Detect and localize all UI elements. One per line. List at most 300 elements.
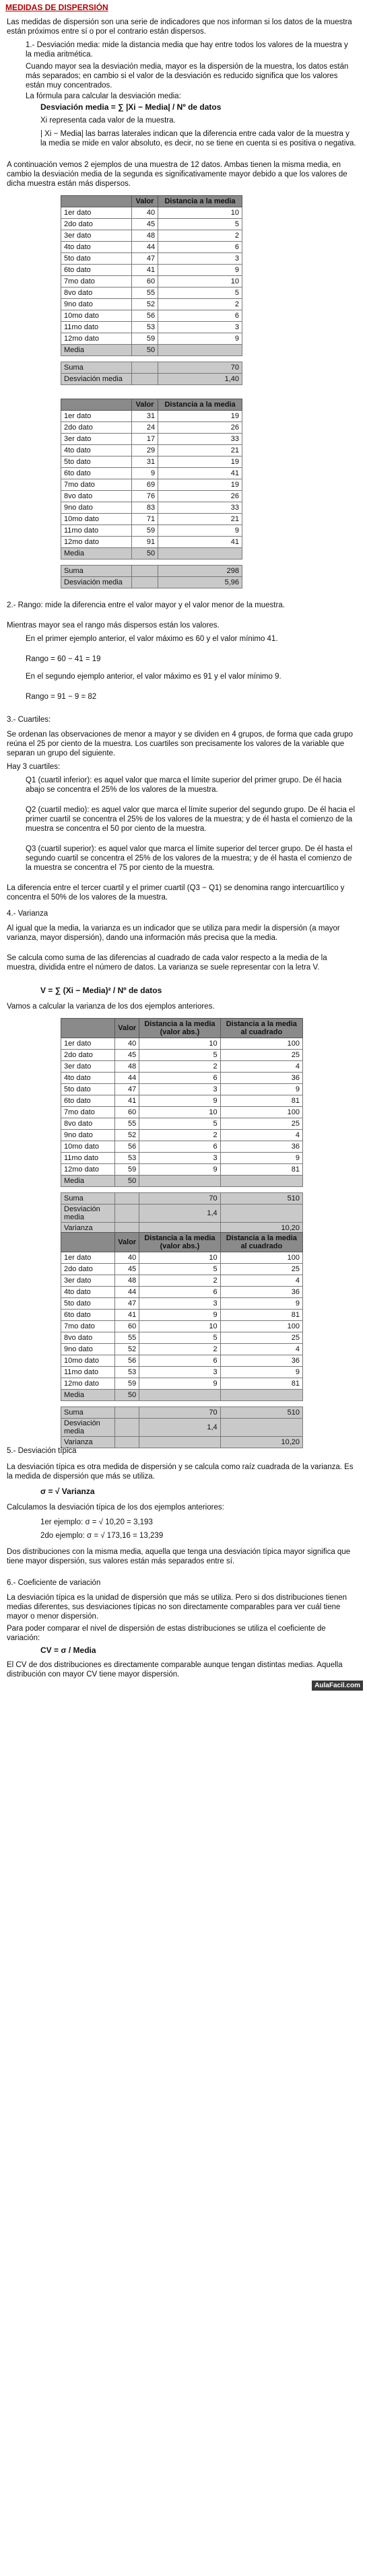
table-header-cell (61, 196, 132, 207)
table-summary-row (61, 577, 242, 588)
s2-example-2: En el segundo ejemplo anterior, el valor máximo es 91 y el valor mínimo 9. (26, 673, 281, 681)
table-cell: 3er dato (61, 1061, 115, 1073)
table-summary-row (61, 1193, 303, 1205)
table-row (61, 253, 242, 265)
table-cell: 29 (131, 445, 158, 456)
table-cell: 5 (158, 219, 242, 230)
table-cell: 31 (131, 456, 158, 468)
table-cell: 4 (220, 1344, 302, 1355)
table-cell: 2 (139, 1344, 220, 1355)
table-row (61, 1164, 303, 1176)
table-cell: 10 (139, 1321, 220, 1332)
table-cell: Suma (61, 1193, 115, 1205)
table-row (61, 287, 242, 299)
table-cell: 48 (115, 1275, 139, 1287)
table-cell: 33 (158, 502, 242, 514)
s6-formula: CV = σ / Media (40, 1646, 96, 1655)
s3-q3: Q3 (cuartil superior): es aquel valor que marca el límite superior del tercer grupo. De él hasta el segundo cuartil se concentra el 25% de los valores de la muestra; y de él hasta el comienzo de la muestra se concentra el 75 por ciento de la muestra. (26, 845, 353, 872)
table-cell: 2do dato (61, 1264, 115, 1275)
table-cell: 9 (139, 1378, 220, 1390)
table-cell: 33 (158, 434, 242, 445)
table-cell: 9no dato (61, 1130, 115, 1141)
s6-paragraph-3: El CV de dos distribuciones es directamente comparable aunque tengan distintas medias. Aquella distribución con mayor CV tiene mayor dispersión. (7, 1661, 343, 1679)
table-row (61, 1355, 303, 1367)
table-cell: 7mo dato (61, 276, 132, 287)
table-cell (115, 1419, 139, 1437)
table-cell: 6 (139, 1073, 220, 1084)
table-row (61, 219, 242, 230)
table-cell: 3 (139, 1084, 220, 1095)
table-cell: 10mo dato (61, 310, 132, 322)
table-header-row (61, 1233, 303, 1252)
table-summary-row (61, 1419, 303, 1437)
table-row (61, 322, 242, 333)
table-cell: 45 (115, 1264, 139, 1275)
table-cell: 11mo dato (61, 322, 132, 333)
table-header-cell (61, 399, 132, 411)
table-cell: 50 (131, 548, 158, 560)
table-header-cell: Valor (115, 1019, 139, 1038)
table-cell: 45 (131, 219, 158, 230)
s1-note-2: | Xi − Media| las barras laterales indican que la diferencia entre cada valor de la muestra y la media se mide en valor absoluto, es decir, no se tiene en cuenta si es positiva o negativa. (40, 130, 356, 147)
table-cell: 59 (131, 333, 158, 345)
table-row (61, 445, 242, 456)
table-cell: 25 (220, 1264, 302, 1275)
table-cell: 1,4 (139, 1419, 220, 1437)
table-cell: 19 (158, 411, 242, 422)
s4-paragraph-1: Al igual que la media, la varianza es un indicador que se utiliza para medir la dispersión (a mayor varianza, mayor dispersión), dando una información más precisa que la media. (7, 924, 340, 942)
table-cell: 55 (115, 1332, 139, 1344)
table-header-cell: Distancia a la media al cuadrado (220, 1233, 302, 1252)
table-cell: 4to dato (61, 1287, 115, 1298)
table-cell: Media (61, 1390, 115, 1401)
table-header-cell (61, 1233, 115, 1252)
table-cell: 510 (220, 1193, 302, 1205)
table-row (61, 537, 242, 548)
table-row (61, 230, 242, 242)
table-cell: 55 (115, 1118, 139, 1130)
table-cell: 9 (139, 1164, 220, 1176)
table-cell: 26 (158, 491, 242, 502)
table-cell: 10 (158, 207, 242, 219)
table-cell: 12mo dato (61, 333, 132, 345)
table-cell: 6 (139, 1355, 220, 1367)
table-cell: 59 (115, 1164, 139, 1176)
table-cell: 12mo dato (61, 1378, 115, 1390)
table-cell: 53 (115, 1367, 139, 1378)
table-row (61, 502, 242, 514)
table-cell: 69 (131, 479, 158, 491)
table-cell: 2 (158, 230, 242, 242)
table-cell: 9no dato (61, 299, 132, 310)
table-cell: 8vo dato (61, 287, 132, 299)
table-row (61, 1252, 303, 1264)
data-table-1 (61, 195, 242, 385)
s2-heading: 2.- Rango: mide la diferencia entre el valor mayor y el valor menor de la muestra. (7, 601, 285, 609)
table-cell: 10mo dato (61, 1141, 115, 1153)
table-row (61, 411, 242, 422)
table-cell (115, 1407, 139, 1419)
table-cell (220, 1176, 302, 1187)
s2-paragraph-1: Mientras mayor sea el rango más dispersos están los valores. (7, 621, 220, 630)
table-spacer (61, 560, 242, 566)
table-cell: Suma (61, 362, 132, 374)
table-row (61, 1332, 303, 1344)
table-cell: 6to dato (61, 1310, 115, 1321)
table-cell: 52 (131, 299, 158, 310)
table-row (61, 1118, 303, 1130)
table-cell: 19 (158, 456, 242, 468)
table-cell: 100 (220, 1252, 302, 1264)
table-cell: 8vo dato (61, 1118, 115, 1130)
data-table-3 (61, 1018, 303, 1234)
table-row (61, 1321, 303, 1332)
table-cell (131, 566, 158, 577)
table-cell: 47 (115, 1298, 139, 1310)
table-cell: 40 (115, 1038, 139, 1050)
table-cell: 1er dato (61, 411, 132, 422)
table-row (61, 299, 242, 310)
table-cell: 83 (131, 502, 158, 514)
table-cell: 100 (220, 1107, 302, 1118)
s6-heading: 6.- Coeficiente de variación (7, 1579, 101, 1587)
table-cell: 3 (139, 1367, 220, 1378)
table-row (61, 1141, 303, 1153)
table-cell: 19 (158, 479, 242, 491)
table-cell: 4 (220, 1275, 302, 1287)
table-row (61, 1095, 303, 1107)
table-cell: 10 (139, 1038, 220, 1050)
table-spacer (61, 1187, 303, 1193)
table-summary-row (61, 1390, 303, 1401)
table-cell: 5to dato (61, 456, 132, 468)
table-cell: 5to dato (61, 1084, 115, 1095)
table-header-row (61, 1019, 303, 1038)
table-cell: 24 (131, 422, 158, 434)
s4-paragraph-3: Vamos a calcular la varianza de los dos ejemplos anteriores. (7, 1003, 215, 1011)
table-cell: 48 (131, 230, 158, 242)
table-cell: 6to dato (61, 468, 132, 479)
table-cell: 2 (158, 299, 242, 310)
table-cell: 5,96 (158, 577, 242, 588)
table-summary-row (61, 1205, 303, 1223)
table-row (61, 1084, 303, 1095)
table-cell (131, 374, 158, 385)
table-cell: 3er dato (61, 1275, 115, 1287)
table-row (61, 1344, 303, 1355)
table-cell (139, 1390, 220, 1401)
table-cell: 4 (220, 1130, 302, 1141)
table-cell: 70 (158, 362, 242, 374)
table-cell: 56 (115, 1141, 139, 1153)
table-cell: 36 (220, 1287, 302, 1298)
table-cell: 6 (139, 1287, 220, 1298)
s1-paragraph-1: Cuando mayor sea la desviación media, mayor es la dispersión de la muestra, los datos están más separados; en cambio si el valor de la desviación es reducido significa que los valores están muy concentrados. (26, 63, 349, 90)
s5-formula: σ = √ Varianza (40, 1487, 95, 1496)
table-row (61, 1367, 303, 1378)
table-cell: 25 (220, 1050, 302, 1061)
table-cell: Desviación media (61, 577, 132, 588)
table-cell: 81 (220, 1378, 302, 1390)
table-cell: 5 (139, 1332, 220, 1344)
s3-paragraph-2: Hay 3 cuartiles: (7, 763, 61, 771)
table-cell: 60 (131, 276, 158, 287)
table-cell: 1,4 (139, 1205, 220, 1223)
table-cell: 8vo dato (61, 1332, 115, 1344)
table-row (61, 1073, 303, 1084)
table-cell (131, 362, 158, 374)
s1-formula: Desviación media = ∑ |Xi − Media| / Nº de datos (40, 102, 222, 112)
table-row (61, 1287, 303, 1298)
table-cell: 100 (220, 1321, 302, 1332)
table-cell: 2do dato (61, 422, 132, 434)
table-cell: Media (61, 548, 132, 560)
table-cell (220, 1205, 302, 1223)
table-row (61, 479, 242, 491)
table-cell: 10 (139, 1107, 220, 1118)
table-cell: 10 (139, 1252, 220, 1264)
data-table-2 (61, 399, 242, 588)
table-cell: 36 (220, 1073, 302, 1084)
table-cell: 36 (220, 1355, 302, 1367)
table-cell: 9 (220, 1153, 302, 1164)
table-cell: 5to dato (61, 1298, 115, 1310)
s3-heading: 3.- Cuartiles: (7, 716, 51, 724)
table-cell: 9 (158, 265, 242, 276)
table-cell: 12mo dato (61, 537, 132, 548)
table-cell: 1er dato (61, 1038, 115, 1050)
table-summary-row (61, 345, 242, 356)
table-cell: 7mo dato (61, 1321, 115, 1332)
table-cell: 3 (158, 322, 242, 333)
table-cell: 5 (158, 287, 242, 299)
table-cell: 4to dato (61, 242, 132, 253)
table-cell: Suma (61, 566, 132, 577)
table-cell: 25 (220, 1118, 302, 1130)
table-cell: 8vo dato (61, 491, 132, 502)
s5-paragraph-3: Dos distribuciones con la misma media, aquella que tenga una desviación típica mayor significa que tiene mayor dispersión, sus valores están más separados entre sí. (7, 1548, 351, 1565)
table-cell: 10,20 (220, 1223, 302, 1234)
table-cell: 52 (115, 1130, 139, 1141)
table-cell: 11mo dato (61, 525, 132, 537)
table-row (61, 207, 242, 219)
table-summary-row (61, 1407, 303, 1419)
table-row (61, 1298, 303, 1310)
table-row (61, 434, 242, 445)
table-cell (158, 548, 242, 560)
table-cell: 9 (139, 1310, 220, 1321)
s1-paragraph-2: La fórmula para calcular la desviación media: (26, 92, 181, 100)
table-row (61, 1130, 303, 1141)
table-cell: 6to dato (61, 265, 132, 276)
table-cell: 41 (131, 265, 158, 276)
table-cell: 9 (131, 468, 158, 479)
table-cell: 56 (131, 310, 158, 322)
table-cell: 60 (115, 1321, 139, 1332)
table-cell: 17 (131, 434, 158, 445)
table-header-cell: Distancia a la media (valor abs.) (139, 1233, 220, 1252)
s4-heading: 4.- Varianza (7, 910, 48, 918)
table-cell: 9 (220, 1084, 302, 1095)
table-cell: 10 (158, 276, 242, 287)
table-cell: 44 (115, 1287, 139, 1298)
table-cell: 7mo dato (61, 479, 132, 491)
s3-paragraph-1: Se ordenan las observaciones de menor a mayor y se dividen en 4 grupos, de forma que cada grupo reúna el 25 por ciento de la muestra. Los cuartiles son precisamente los valores de la variable que separan un grupo del siguiente. (7, 731, 353, 757)
s5-example-2: 2do ejemplo: σ = √ 173,16 = 13,239 (40, 1532, 164, 1540)
table-row (61, 1061, 303, 1073)
table-cell: 9no dato (61, 502, 132, 514)
s2-range-2: Rango = 91 − 9 = 82 (26, 693, 97, 701)
s3-paragraph-3: La diferencia entre el tercer cuartil y el primer cuartil (Q3 − Q1) se denomina rango intercuartílico y concentra el 50% de los valores de la muestra. (7, 884, 345, 902)
table-cell: 100 (220, 1038, 302, 1050)
table-cell: 45 (115, 1050, 139, 1061)
table-row (61, 422, 242, 434)
watermark-logo: AulaFacil.com (312, 1681, 363, 1691)
table-cell: 55 (131, 287, 158, 299)
table-summary-row (61, 374, 242, 385)
table-cell: 60 (115, 1107, 139, 1118)
table-cell: 6 (158, 242, 242, 253)
table-cell: Media (61, 1176, 115, 1187)
table-cell: 2 (139, 1130, 220, 1141)
table-cell: 44 (131, 242, 158, 253)
s4-paragraph-2: Se calcula como suma de las diferencias al cuadrado de cada valor respecto a la media de la muestra, dividida entre el número de datos. La varianza se suele representar con la letra V. (7, 954, 327, 972)
table-cell: 53 (115, 1153, 139, 1164)
table-cell: 2 (139, 1275, 220, 1287)
table-header-cell: Distancia a la media (158, 399, 242, 411)
table-cell: 71 (131, 514, 158, 525)
table-header-cell (61, 1019, 115, 1038)
table-cell: 3 (139, 1298, 220, 1310)
table-cell: 41 (158, 468, 242, 479)
table-cell: 5 (139, 1118, 220, 1130)
table-row (61, 456, 242, 468)
s5-heading: 5.- Desviación típica (7, 1447, 77, 1455)
table-row (61, 1050, 303, 1061)
table-header-cell: Valor (131, 399, 158, 411)
table-cell: 1,40 (158, 374, 242, 385)
table-cell: 9 (158, 333, 242, 345)
table-cell: 1er dato (61, 1252, 115, 1264)
table-header-cell: Distancia a la media (158, 196, 242, 207)
table-cell: 9 (220, 1367, 302, 1378)
table-row (61, 1107, 303, 1118)
table-cell: 4 (220, 1061, 302, 1073)
s5-paragraph-2: Calculamos la desviación típica de los dos ejemplos anteriores: (7, 1503, 224, 1512)
table-cell: 44 (115, 1073, 139, 1084)
page-title: MEDIDAS DE DISPERSIÓN (5, 3, 108, 12)
table-cell: 48 (115, 1061, 139, 1073)
table-row (61, 1275, 303, 1287)
table-cell: 10mo dato (61, 514, 132, 525)
table-cell: 10mo dato (61, 1355, 115, 1367)
table-row (61, 468, 242, 479)
table-cell: 40 (115, 1252, 139, 1264)
table-cell: 70 (139, 1407, 220, 1419)
table-cell: 4to dato (61, 1073, 115, 1084)
table-cell: 6to dato (61, 1095, 115, 1107)
data-table-4 (61, 1232, 303, 1448)
table-cell: 6 (139, 1141, 220, 1153)
table-cell: Varianza (61, 1437, 115, 1448)
s6-paragraph-1: La desviación típica es la unidad de dispersión que más se utiliza. Pero si dos distribuciones tienen medias diferentes, sus desviaciones típicas no son directamente comparables para ver cuál tiene mayor o menor dispersión. (7, 1594, 347, 1621)
table-cell: 53 (131, 322, 158, 333)
s4-formula: V = ∑ (Xi − Media)² / Nº de datos (40, 986, 162, 995)
table-cell: Desviación media (61, 1419, 115, 1437)
table-cell (158, 345, 242, 356)
table-spacer (61, 1401, 303, 1407)
table-cell: 9no dato (61, 1344, 115, 1355)
table-cell: 59 (115, 1378, 139, 1390)
table-cell: 50 (115, 1176, 139, 1187)
table-cell (220, 1419, 302, 1437)
table-cell: 47 (131, 253, 158, 265)
table-cell: 81 (220, 1095, 302, 1107)
table-cell: 91 (131, 537, 158, 548)
s3-q1: Q1 (cuartil inferior): es aquel valor que marca el límite superior del primer grupo. De él hacia abajo se concentra el 25% de los valores de la muestra. (26, 776, 342, 794)
table-header-cell: Distancia a la media (valor abs.) (139, 1019, 220, 1038)
table-cell: 5to dato (61, 253, 132, 265)
table-cell: 7mo dato (61, 1107, 115, 1118)
table-cell: Varianza (61, 1223, 115, 1234)
table-cell: 59 (131, 525, 158, 537)
table-cell: 3er dato (61, 230, 132, 242)
table-cell (131, 577, 158, 588)
s5-paragraph-1: La desviación típica es otra medida de dispersión y se calcula como raíz cuadrada de la varianza. Es la medida de dispersión que más se utiliza. (7, 1463, 354, 1481)
table-cell: 70 (139, 1193, 220, 1205)
table-cell: 4to dato (61, 445, 132, 456)
table-cell: 2do dato (61, 219, 132, 230)
table-cell: 3 (158, 253, 242, 265)
s3-q2: Q2 (cuartil medio): es aquel valor que marca el límite superior del segundo grupo. De él hacia el primer cuartil se concentra el 25% de los valores de la muestra; y de él hasta el comienzo de la muestra se concentra el 50 por ciento de la muestra. (26, 806, 356, 833)
table-row (61, 491, 242, 502)
s2-range-1: Rango = 60 − 41 = 19 (26, 655, 101, 663)
table-row (61, 514, 242, 525)
s1-heading: 1.- Desviación media: mide la distancia media que hay entre todos los valores de la muestra y la media aritmética. (26, 41, 348, 59)
table-cell (220, 1390, 302, 1401)
s5-example-1: 1er ejemplo: σ = √ 10,20 = 3,193 (40, 1518, 153, 1526)
table-row (61, 310, 242, 322)
table-cell: 40 (131, 207, 158, 219)
table-header-row (61, 399, 242, 411)
table-row (61, 1378, 303, 1390)
s2-example-1: En el primer ejemplo anterior, el valor máximo es 60 y el valor mínimo 41. (26, 635, 278, 643)
table-summary-row (61, 548, 242, 560)
table-spacer (61, 356, 242, 362)
table-cell: 81 (220, 1164, 302, 1176)
s1-note-1: Xi representa cada valor de la muestra. (40, 116, 176, 125)
table-cell: 3er dato (61, 434, 132, 445)
table-cell: Desviación media (61, 374, 132, 385)
table-cell: 21 (158, 445, 242, 456)
table-cell: 21 (158, 514, 242, 525)
table-cell: 6 (158, 310, 242, 322)
table-cell: 26 (158, 422, 242, 434)
table-cell: 56 (115, 1355, 139, 1367)
table-cell: 81 (220, 1310, 302, 1321)
table-cell: 41 (115, 1095, 139, 1107)
table-cell: 510 (220, 1407, 302, 1419)
table-cell (115, 1193, 139, 1205)
table-cell: Desviación media (61, 1205, 115, 1223)
table-cell: 298 (158, 566, 242, 577)
table-row (61, 1153, 303, 1164)
table-cell: 1er dato (61, 207, 132, 219)
table-cell: 47 (115, 1084, 139, 1095)
table-cell: 41 (158, 537, 242, 548)
table-summary-row (61, 1176, 303, 1187)
table-header-row (61, 196, 242, 207)
